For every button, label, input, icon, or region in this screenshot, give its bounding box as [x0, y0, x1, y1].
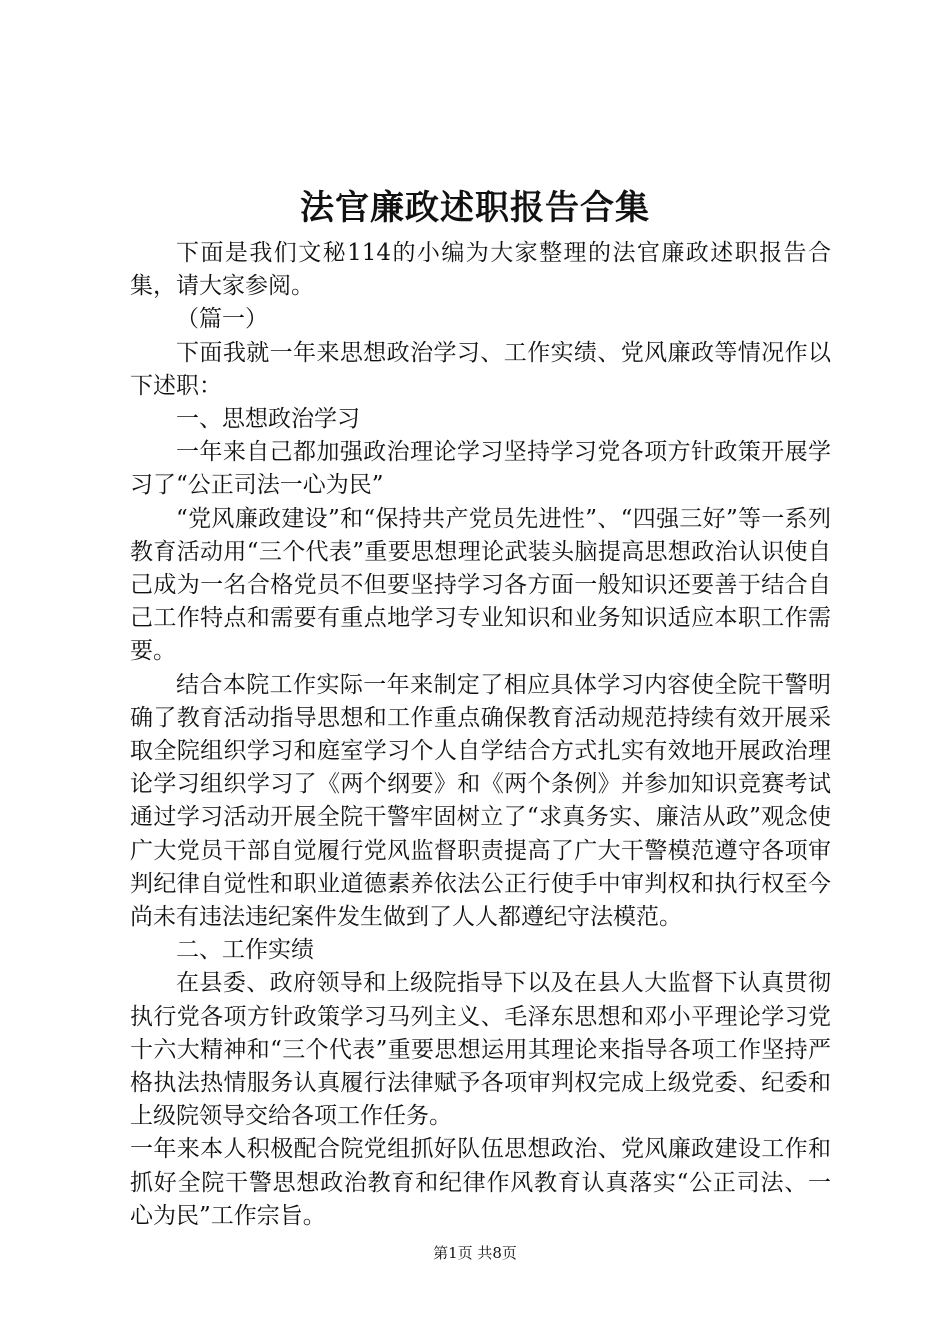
section-label-part-one: （篇一） [176, 306, 268, 333]
paragraph-work-1: 在县委、政府领导和上级院指导下以及在县人大监督下认真贯彻执行党各项方针政策学习马列主义、毛泽东思想和邓小平理论学习党十六大精神和“三个代表”重要思想运用其理论来指导各项工作坚持严格执法热情服务认真履行法律赋予各项审判权完成上级党委、纪委和上级院领导交给各项工作任务。 [130, 970, 831, 1130]
paragraph-work-2: 一年来本人积极配合院党组抓好队伍思想政治、党风廉政建设工作和抓好全院干警思想政治教育和纪律作风教育认真落实“公正司法、一心为民”工作宗旨。 [130, 1136, 831, 1229]
section-heading-political-study: 一、思想政治学习 [176, 406, 360, 433]
paragraph-opening: 下面我就一年来思想政治学习、工作实绩、党风廉政等情况作以下述职： [130, 339, 831, 399]
paragraph-study-1: 一年来自己都加强政治理论学习坚持学习党各项方针政策开展学习了“公正司法一心为民” [130, 439, 831, 499]
paragraph-study-3: 结合本院工作实际一年来制定了相应具体学习内容使全院干警明确了教育活动指导思想和工作重点确保教育活动规范持续有效开展采取全院组织学习和庭室学习个人自学结合方式扎实有效地开展政治理论学习组织学习了《两个纲要》和《两个条例》并参加知识竞赛考试通过学习活动开展全院干警牢固树立了“求真务实、廉洁从政”观念使广大党员干部自觉履行党风监督职责提高了广大干警模范遵守各项审判纪律自觉性和职业道德素养依法公正行使手中审判权和执行权至今尚未有违法违纪案件发生做到了人人都遵纪守法模范。 [130, 671, 831, 931]
paragraph-intro: 下面是我们文秘114的小编为大家整理的法官廉政述职报告合集，请大家参阅。 [130, 240, 831, 300]
page-footer: 第1页 共8页 [433, 1244, 517, 1262]
section-heading-work-results: 二、工作实绩 [176, 937, 314, 964]
document-title: 法官廉政述职报告合集 [300, 188, 650, 228]
document-body [130, 237, 831, 1233]
paragraph-study-2: “党风廉政建设”和“保持共产党员先进性”、“四强三好”等一系列教育活动用“三个代表”重要思想理论武装头脑提高思想政治认识使自己成为一名合格党员不但要坚持学习各方面一般知识还要善于结合自己工作特点和需要有重点地学习专业知识和业务知识适应本职工作需要。 [130, 505, 831, 665]
